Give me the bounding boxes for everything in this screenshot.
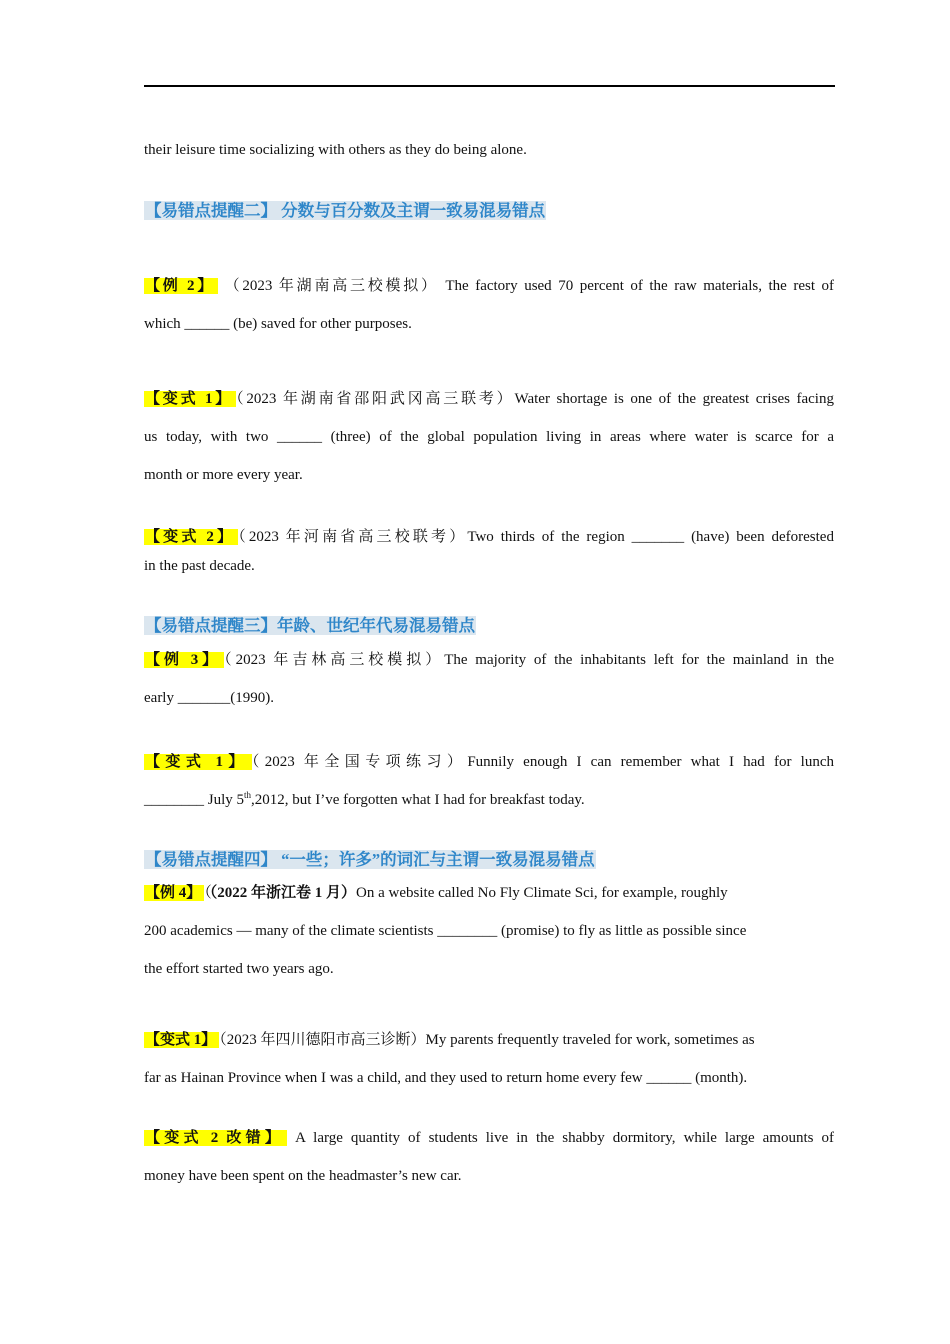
example-4-line-1 [144,883,834,903]
example-3-line-1 [144,650,834,670]
example-4-tag: 【例 4】 [144,885,204,901]
section4-variant-2-tag: 【变式 2 改错】 [144,1130,287,1146]
section3-variant-1-source: （2023 年全国专项练习） [251,754,468,770]
section4-variant-1-source: （2023 年四川德阳市高三诊断） [219,1032,426,1048]
section3-variant-1-line-2 [144,790,834,810]
section4-variant-2-line-1 [144,1128,834,1148]
section2-variant-2-tag: 【变式 2】 [144,529,238,545]
section4-variant-1-line-1 [144,1030,834,1050]
section2-variant-2-line-2: in the past decade. [144,558,255,574]
section2-variant-2-line-1 [144,527,834,547]
example-3-line-2: early _______(1990). [144,690,274,706]
section3-variant-1-text-2b: ,2012, but I’ve forgotten what I had for breakfast today. [251,792,585,808]
section2-variant-1-tag: 【变式 1】 [144,391,236,407]
example-4-line-3: the effort started two years ago. [144,961,334,977]
section2-variant-1-line-2: us today, with two ______ (three) of the global population living in areas where water is scarce for a [144,429,834,445]
section3-variant-1-tag: 【变式 1】 [144,754,252,770]
section3-variant-1-text-1: Funnily enough I can remember what I had for lunch [467,754,834,770]
example-3-source: （2023 年吉林高三校模拟） [224,652,445,668]
example-4-line-2: 200 academics — many of the climate scientists ________ (promise) to fly as little as possible since [144,923,747,939]
example-2-line-2: which ______ (be) saved for other purposes. [144,316,412,332]
section-heading-4 [144,849,834,871]
section4-variant-1-tag: 【变式 1】 [144,1032,219,1048]
example-4-text-1: On a website called No Fly Climate Sci, for example, roughly [356,885,728,901]
example-2-tag: 【例 2】 [144,278,218,294]
section3-variant-1-text-2a: ________ July 5 [144,792,245,808]
section2-variant-2-source: （2023 年河南省高三校联考） [238,529,468,545]
example-2-text-1: The factory used 70 percent of the raw materials, the rest of [445,278,834,294]
section-heading-3 [144,615,834,637]
example-3-tag: 【例 3】 [144,652,224,668]
section4-variant-2-text-1: A large quantity of students live in the shabby dormitory, while large amounts of [295,1130,834,1146]
section2-variant-1-source: （2023 年湖南省邵阳武冈高三联考） [236,391,515,407]
header-rule [144,85,835,87]
section2-variant-1-text-1: Water shortage is one of the greatest crises facing [514,391,834,407]
example-2-line-1 [144,276,834,296]
section3-variant-1-line-1 [144,752,834,772]
section-heading-2-text: 【易错点提醒二】 分数与百分数及主谓一致易混易错点 [145,201,546,220]
section2-variant-2-text-1: Two thirds of the region _______ (have) been deforested [467,529,834,545]
section4-variant-2-line-2: money have been spent on the headmaster’s new car. [144,1168,462,1184]
section-heading-4-text: 【易错点提醒四】 “一些；许多”的词汇与主谓一致易混易错点 [145,850,595,869]
example-2-source: （2023 年湖南高三校模拟） [224,278,439,294]
example-4-source-open: （ [204,885,212,901]
section4-variant-1-line-2: far as Hainan Province when I was a child, and they used to return home every few ______ (month). [144,1070,748,1086]
continuation-text: their leisure time socializing with others as they do being alone. [144,142,527,158]
example-3-text-1: The majority of the inhabitants left for the mainland in the [444,652,834,668]
section-heading-3-text: 【易错点提醒三】年龄、世纪年代易混易错点 [145,616,475,635]
example-4-source: （2022 年浙江卷 1 月） [209,885,357,901]
section2-variant-1-line-1 [144,389,834,409]
section-heading-2 [144,200,834,222]
section3-variant-1-superscript: th [244,790,252,800]
section2-variant-1-line-3: month or more every year. [144,467,303,483]
section4-variant-1-text-1: My parents frequently traveled for work, sometimes as [425,1032,755,1048]
